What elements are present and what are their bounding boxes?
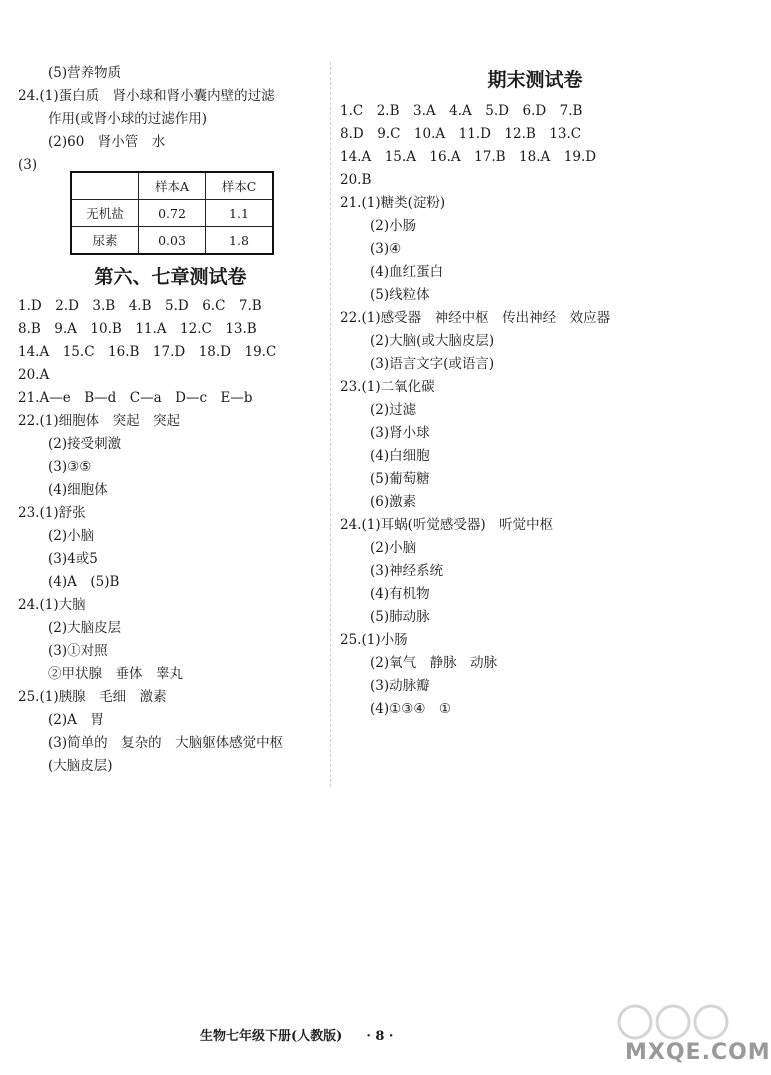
answer-line: (4)有机物 (370, 586, 430, 602)
answer-line: (5)营养物质 (48, 65, 122, 81)
answer-line: 1.C 2.B 3.A 4.A 5.D 6.D 7.B (340, 103, 583, 119)
answer-line: 14.A 15.A 16.A 17.B 18.A 19.D (340, 149, 597, 165)
answer-line: 23.(1)舒张 (18, 505, 86, 521)
table-header-cell (71, 172, 139, 200)
table-cell: 1.8 (206, 227, 274, 255)
table-header-cell: 样本C (206, 172, 274, 200)
answer-line: (6)激素 (370, 494, 417, 510)
answer-line: 20.B (340, 172, 372, 188)
answer-line: (3)④ (370, 241, 402, 257)
answer-line: 24.(1)大脑 (18, 597, 86, 613)
answer-line: (2)接受刺激 (48, 436, 122, 452)
answer-line: (2)小脑 (370, 540, 417, 556)
table-header-cell: 样本A (139, 172, 206, 200)
watermark-text: MXQE.COM (625, 1040, 771, 1065)
answer-line: (3)①对照 (48, 643, 108, 659)
answer-line: (2)A 胃 (48, 712, 104, 728)
answer-line: 22.(1)感受器 神经中枢 传出神经 效应器 (340, 310, 611, 326)
answer-line: 21.(1)糖类(淀粉) (340, 195, 446, 211)
answer-line: 作用(或肾小球的过滤作用) (48, 111, 208, 127)
table-header-row (71, 172, 273, 200)
section-title: 期末测试卷 (487, 69, 583, 91)
left-column (18, 62, 323, 778)
answer-line: (5)肺动脉 (370, 609, 430, 625)
answer-line: (2)过滤 (370, 402, 417, 418)
section-title: 第六、七章测试卷 (94, 266, 247, 288)
column-divider (330, 62, 331, 787)
answer-line: ②甲状腺 垂体 睾丸 (48, 666, 183, 682)
answer-line: (2)大脑皮层 (48, 620, 122, 636)
answer-line: 8.B 9.A 10.B 11.A 12.C 13.B (18, 321, 257, 337)
answer-line: 25.(1)小肠 (340, 632, 408, 648)
answer-line: 14.A 15.C 16.B 17.D 18.D 19.C (18, 344, 277, 360)
table-cell: 无机盐 (71, 200, 139, 227)
page-number: · 8 · (366, 1029, 394, 1044)
answer-line: (3)简单的 复杂的 大脑躯体感觉中枢 (48, 735, 284, 751)
table-cell: 0.03 (139, 227, 206, 255)
table-cell: 1.1 (206, 200, 274, 227)
answer-line: (4)①③④ ① (370, 701, 452, 717)
table-row (71, 200, 273, 227)
answer-line: (3)语言文字(或语言) (370, 356, 495, 372)
table-cell: 0.72 (139, 200, 206, 227)
answer-line: (3) (18, 157, 38, 173)
book-title: 生物七年级下册(人教版) (200, 1029, 343, 1044)
right-column (340, 62, 730, 721)
answer-line: (5)葡萄糖 (370, 471, 430, 487)
answer-line: (2)小脑 (48, 528, 95, 544)
table-row (71, 227, 273, 255)
answer-line: (2)氧气 静脉 动脉 (370, 655, 498, 671)
answer-line: 24.(1)蛋白质 肾小球和肾小囊内壁的过滤 (18, 88, 275, 104)
answer-line: 21.A—e B—d C—a D—c E—b (18, 390, 253, 406)
answer-line: (4)A (5)B (48, 574, 120, 590)
answer-line: 23.(1)二氧化碳 (340, 379, 435, 395)
answer-line: (4)白细胞 (370, 448, 430, 464)
answer-line: (2)60 肾小管 水 (48, 134, 166, 150)
answer-line: 25.(1)胰腺 毛细 激素 (18, 689, 167, 705)
answer-line: (2)小肠 (370, 218, 417, 234)
answer-line: 1.D 2.D 3.B 4.B 5.D 6.C 7.B (18, 298, 262, 314)
answer-line: 20.A (18, 367, 50, 383)
answer-line: (3)4或5 (48, 551, 98, 567)
answer-line: (5)线粒体 (370, 287, 430, 303)
answer-line: (3)肾小球 (370, 425, 430, 441)
table-cell: 尿素 (71, 227, 139, 255)
answer-line: (4)细胞体 (48, 482, 108, 498)
answer-line: (大脑皮层) (48, 758, 113, 774)
answer-line: (3)③⑤ (48, 459, 92, 475)
answer-line: (3)动脉瓣 (370, 678, 430, 694)
answer-line: (4)血红蛋白 (370, 264, 444, 280)
page-footer (200, 1025, 393, 1044)
answer-line: (2)大脑(或大脑皮层) (370, 333, 495, 349)
answer-line: 22.(1)细胞体 突起 突起 (18, 413, 181, 429)
answer-line: 8.D 9.C 10.A 11.D 12.B 13.C (340, 126, 582, 142)
sample-table (70, 171, 274, 255)
answer-line: 24.(1)耳蜗(听觉感受器) 听觉中枢 (340, 517, 554, 533)
answer-line: (3)神经系统 (370, 563, 444, 579)
